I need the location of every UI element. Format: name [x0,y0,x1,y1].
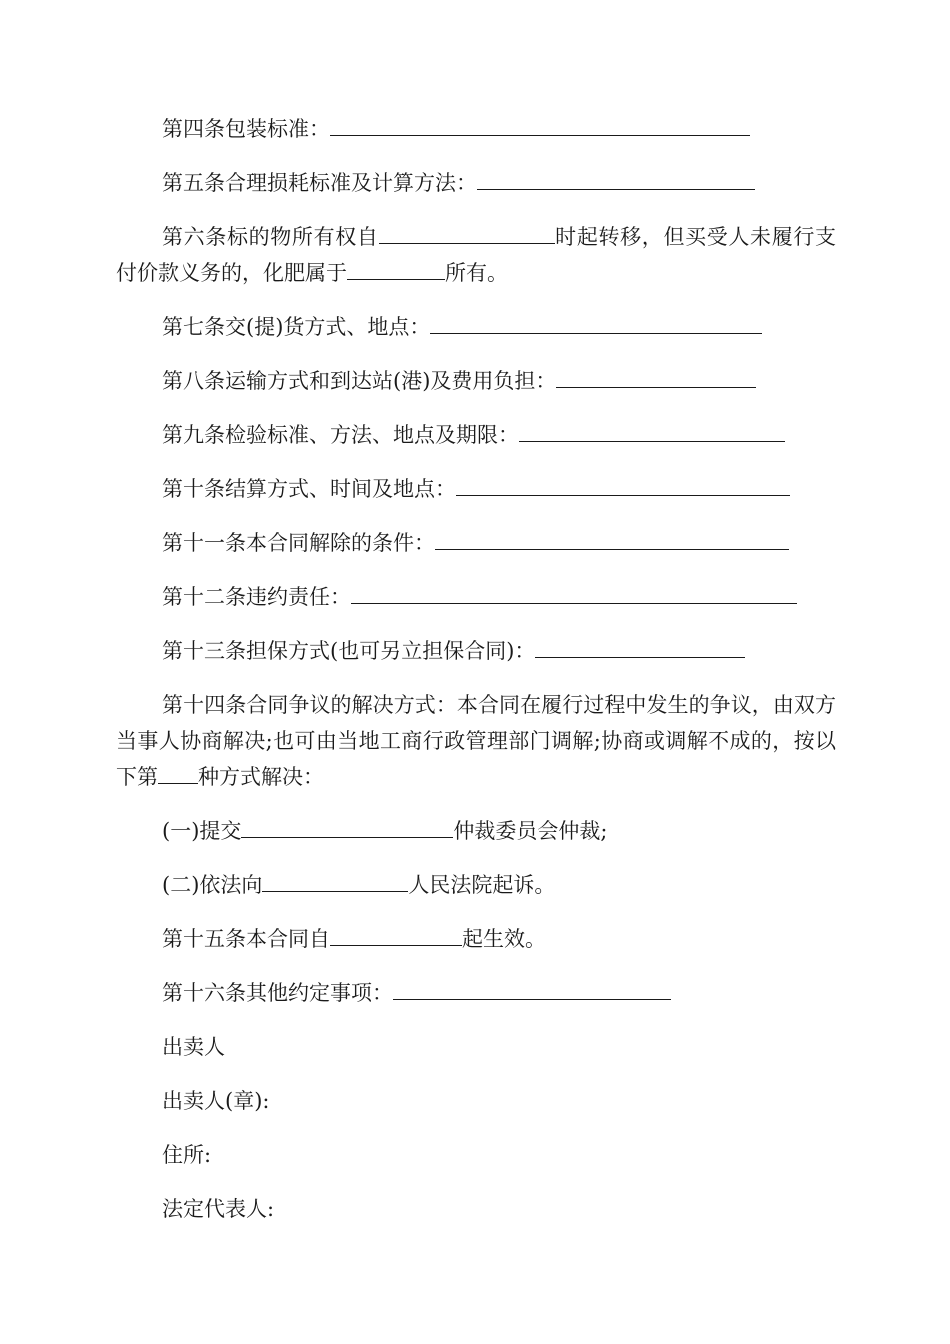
article-13-text: 第十三条担保方式(也可另立担保合同)： [162,639,536,663]
article-6-blank-1[interactable] [379,221,555,244]
article-15 [116,921,836,957]
article-10-blank[interactable] [456,473,790,496]
article-8-text: 第八条运输方式和到达站(港)及费用负担： [162,369,557,393]
option-1-blank[interactable] [241,815,453,838]
article-16-text: 第十六条其他约定事项： [162,981,393,1005]
article-11-blank[interactable] [435,527,789,550]
option-2-text-2: 人民法院起诉。 [408,873,556,897]
article-16-blank[interactable] [393,977,671,1000]
article-6 [116,219,836,291]
article-14-text-1: 第十四条合同争议的解决方式：本合同在履行过程中发生的争议，由双方当事人协商解决;也可由当地工商行政管理部门调解;协商或调解不成的，按以下第 [116,693,836,789]
article-7-text: 第七条交(提)货方式、地点： [162,315,431,339]
article-7-blank[interactable] [430,311,762,334]
article-6-blank-2[interactable] [347,257,445,280]
article-5-text: 第五条合理损耗标准及计算方法： [162,171,477,195]
article-12-text: 第十二条违约责任： [162,585,351,609]
article-13-blank[interactable] [535,635,745,658]
seller-address-label: 住所: [162,1143,212,1167]
article-6-text-3: 所有。 [445,261,508,285]
article-5-blank[interactable] [477,167,755,190]
article-11-text: 第十一条本合同解除的条件： [162,531,435,555]
seller-seal-label: 出卖人(章): [162,1089,270,1113]
article-12-blank[interactable] [351,581,797,604]
option-1-text-2: 仲裁委员会仲裁; [453,819,608,843]
article-14-text-2: 种方式解决： [198,765,324,789]
article-6-text-2: 时起转移，但买受人未履行支付价款义务的，化肥属于 [116,225,837,285]
article-15-text-1: 第十五条本合同自 [162,927,330,951]
article-9 [116,417,836,453]
option-1 [116,813,836,849]
article-4-blank[interactable] [330,113,750,136]
article-12 [116,579,836,615]
article-10 [116,471,836,507]
article-8 [116,363,836,399]
article-15-text-2: 起生效。 [462,927,546,951]
article-13 [116,633,836,669]
article-6-text-1: 第六条标的物所有权自 [162,225,379,249]
article-7 [116,309,836,345]
article-15-blank[interactable] [330,923,462,946]
article-11 [116,525,836,561]
article-14 [116,687,836,795]
article-8-blank[interactable] [556,365,756,388]
contract-page [116,111,836,1245]
option-2-blank[interactable] [262,869,408,892]
article-14-blank[interactable] [158,761,198,784]
option-2-text-1: (二)依法向 [162,873,263,897]
article-10-text: 第十条结算方式、时间及地点： [162,477,456,501]
article-9-text: 第九条检验标准、方法、地点及期限： [162,423,519,447]
article-4-text: 第四条包装标准： [162,117,330,141]
option-1-text-1: (一)提交 [162,819,242,843]
seller-heading: 出卖人 [162,1035,225,1059]
article-9-blank[interactable] [519,419,785,442]
article-4 [116,111,836,147]
seller-legal-rep-label: 法定代表人: [162,1197,275,1221]
option-2 [116,867,836,903]
article-16 [116,975,836,1011]
article-5 [116,165,836,201]
